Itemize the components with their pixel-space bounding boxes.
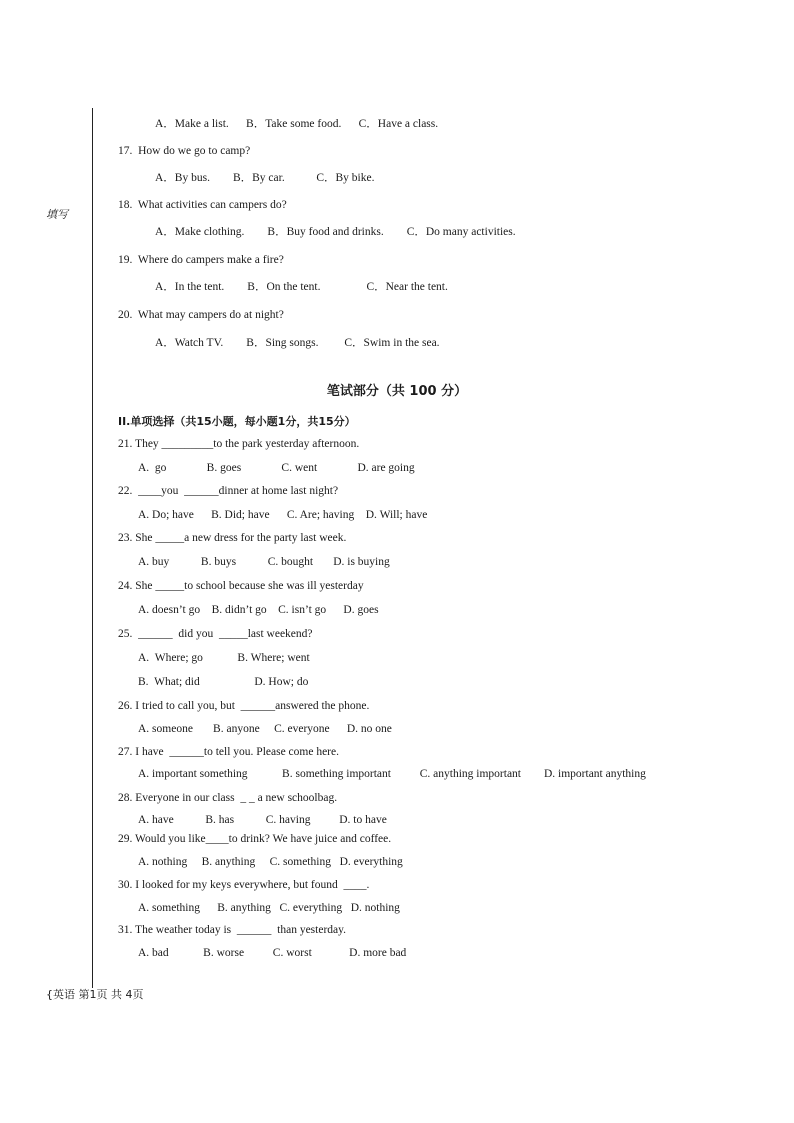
q28-options: A. have B. has C. having D. to have: [138, 814, 387, 826]
q23-question: 23. She _____a new dress for the party last week.: [118, 532, 347, 544]
q30-options: A. something B. anything C. everything D. nothing: [138, 902, 400, 914]
q29-options: A. nothing B. anything C. something D. everything: [138, 856, 403, 868]
q27-options: A. important something B. something important C. anything important D. important anything: [138, 768, 646, 780]
q17-question: 17. How do we go to camp?: [118, 145, 251, 157]
q21-question: 21. They _________to the park yesterday afternoon.: [118, 438, 360, 450]
q25-options-ab: A. Where; go B. Where; went: [138, 652, 310, 664]
q27-question: 27. I have ______to tell you. Please come here.: [118, 746, 339, 758]
q19-question: 19. Where do campers make a fire?: [118, 254, 284, 266]
page-title: 笔试部分（共 100 分）: [326, 384, 468, 399]
q26-options: A. someone B. anyone C. everyone D. no one: [138, 723, 392, 735]
q22-question: 22. ____you ______dinner at home last night?: [118, 485, 339, 497]
q16-options: A．Make a list. B．Take some food. C．Have a class.: [155, 118, 439, 130]
q31-options: A. bad B. worse C. worst D. more bad: [138, 947, 407, 959]
page-footer: {英语 第1页 共 4页: [46, 988, 144, 1001]
q26-question: 26. I tried to call you, but ______answered the phone.: [118, 700, 370, 712]
q25-question: 25. ______ did you _____last weekend?: [118, 628, 313, 640]
q22-options: A. Do; have B. Did; have C. Are; having D. Will; have: [138, 509, 428, 521]
q20-question: 20. What may campers do at night?: [118, 309, 284, 321]
q23-options: A. buy B. buys C. bought D. is buying: [138, 556, 390, 568]
q20-options: A．Watch TV. B．Sing songs. C．Swim in the sea.: [155, 337, 440, 349]
q31-question: 31. The weather today is ______ than yesterday.: [118, 924, 347, 936]
q30-question: 30. I looked for my keys everywhere, but found ____.: [118, 879, 370, 891]
margin-note: 填写: [46, 209, 68, 221]
q17-options: A．By bus. B．By car. C．By bike.: [155, 172, 375, 184]
q24-question: 24. She _____to school because she was ill yesterday: [118, 580, 364, 592]
binding-line: [92, 108, 93, 988]
section-heading: II.单项选择（共15小题，每小题1分，共15分）: [118, 415, 356, 428]
q29-question: 29. Would you like____to drink? We have juice and coffee.: [118, 833, 392, 845]
q25-options-cd: B. What; did D. How; do: [138, 676, 309, 688]
q19-options: A．In the tent. B．On the tent. C．Near the tent.: [155, 281, 448, 293]
q21-options: A. go B. goes C. went D. are going: [138, 462, 415, 474]
q28-question: 28. Everyone in our class _ _ a new schoolbag.: [118, 792, 338, 804]
q18-question: 18. What activities can campers do?: [118, 199, 287, 211]
q24-options: A. doesn’t go B. didn’t go C. isn’t go D. goes: [138, 604, 379, 616]
q18-options: A．Make clothing. B．Buy food and drinks. C．Do many activities.: [155, 226, 516, 238]
